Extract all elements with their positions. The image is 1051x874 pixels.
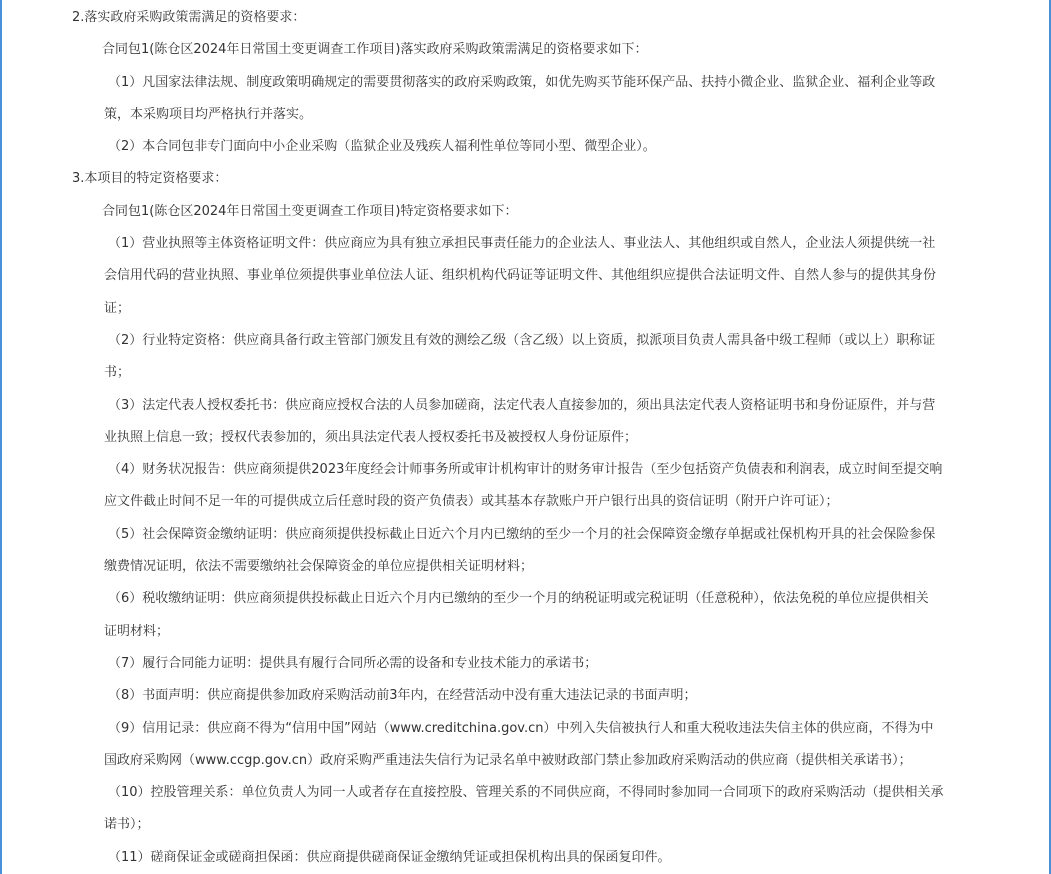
requirement-item-3: （3）法定代表人授权委托书：供应商应授权合法的人员参加磋商，法定代表人直接参加的，须出具法定代表人资格证明书和身份证原件，并与营 — [108, 397, 936, 413]
requirement-item-1: （1）营业执照等主体资格证明文件：供应商应为具有独立承担民事责任能力的企业法人、事业法人、其他组织或自然人，企业法人须提供统一社 — [108, 236, 936, 252]
requirement-item-4-cont: 应文件截止时间不足一年的可提供成立后任意时段的资产负债表）或其基本存款账户开户银行出具的资信证明（附开户许可证）； — [104, 494, 839, 510]
requirement-item-1-cont: 会信用代码的营业执照、事业单位须提供事业单位法人证、组织机构代码证等证明文件、其他组织应提供合法证明文件、自然人参与的提供其身份 — [104, 268, 937, 284]
section-heading-specific: 3.本项目的特定资格要求： — [72, 171, 228, 187]
requirement-item-9-cont: 国政府采购网（www.ccgp.gov.cn）政府采购严重违法失信行为记录名单中被财政部门禁止参加政府采购活动的供应商（提供相关承诺书）； — [104, 752, 912, 768]
section-heading-policy: 2.落实政府采购政策需满足的资格要求： — [72, 10, 306, 25]
requirement-item-2-cont: 书； — [104, 365, 131, 381]
requirement-item-6: （6）税收缴纳证明：供应商须提供投标截止日近六个月内已缴纳的至少一个月的纳税证明或完税证明（任意税种），依法免税的单位应提供相关 — [108, 591, 929, 607]
policy-item-1-cont: 策，本采购项目均严格执行并落实。 — [104, 106, 313, 122]
specific-intro: 合同包1(陈仓区2024年日常国土变更调查工作项目)特定资格要求如下： — [102, 203, 518, 219]
requirement-item-9: （9）信用记录：供应商不得为“信用中国”网站（www.creditchina.gov.cn）中列入失信被执行人和重大税收违法失信主体的供应商，不得为中 — [108, 720, 934, 736]
requirement-item-1-cont-2: 证； — [104, 300, 131, 316]
requirement-item-5: （5）社会保障资金缴纳证明：供应商须提供投标截止日近六个月内已缴纳的至少一个月的社会保障资金缴存单据或社保机构开具的社会保险参保 — [108, 526, 936, 542]
requirement-item-10-cont: 诺书）； — [104, 817, 150, 833]
requirement-item-2: （2）行业特定资格：供应商具备行政主管部门颁发且有效的测绘乙级（含乙级）以上资质，拟派项目负责人需具备中级工程师（或以上）职称证 — [108, 332, 936, 348]
policy-item-2: （2）本合同包非专门面向中小企业采购（监狱企业及残疾人福利性单位等同小型、微型企业）。 — [108, 139, 656, 155]
requirements-document — [72, 2, 1022, 874]
requirement-item-10: （10）控股管理关系：单位负责人为同一人或者存在直接控股、管理关系的不同供应商，不得同时参加同一合同项下的政府采购活动（提供相关承 — [108, 785, 944, 801]
policy-item-1: （1）凡国家法律法规、制度政策明确规定的需要贯彻落实的政府采购政策，如优先购买节能环保产品、扶持小微企业、监狱企业、福利企业等政 — [108, 74, 936, 90]
requirement-item-6-cont: 证明材料； — [104, 623, 170, 639]
page-left-border — [0, 0, 2, 874]
requirement-item-4: （4）财务状况报告：供应商须提供2023年度经会计师事务所或审计机构审计的财务审计报告（至少包括资产负债表和利润表，成立时间至提交响 — [108, 462, 943, 478]
requirement-item-3-cont: 业执照上信息一致；授权代表参加的，须出具法定代表人授权委托书及被授权人身份证原件； — [104, 429, 638, 445]
requirement-item-11: （11）磋商保证金或磋商担保函：供应商提供磋商保证金缴纳凭证或担保机构出具的保函复印件。 — [108, 849, 671, 865]
policy-intro: 合同包1(陈仓区2024年日常国土变更调查工作项目)落实政府采购政策需满足的资格要求如下： — [102, 42, 648, 58]
requirement-item-7: （7）履行合同能力证明：提供具有履行合同所必需的设备和专业技术能力的承诺书； — [108, 655, 598, 671]
requirement-item-5-cont: 缴费情况证明，依法不需要缴纳社会保障资金的单位应提供相关证明材料； — [104, 559, 534, 575]
requirement-item-8: （8）书面声明：供应商提供参加政府采购活动前3年内，在经营活动中没有重大违法记录的书面声明； — [108, 688, 697, 704]
